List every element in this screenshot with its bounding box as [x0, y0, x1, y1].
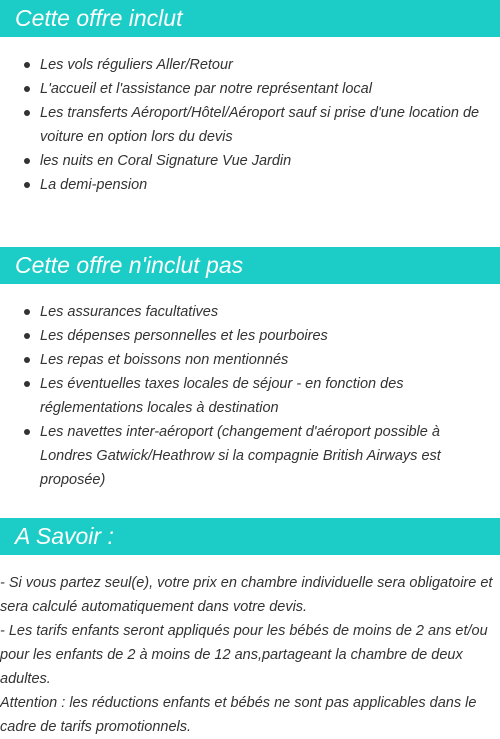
bullet-icon: [24, 110, 30, 116]
list-item: [0, 173, 500, 197]
info-line: Attention : les réductions enfants et bébés ne sont pas applicables dans le cadre de tarifs promotionnels.: [0, 695, 477, 735]
excludes-list: [0, 300, 500, 492]
list-item: [0, 372, 500, 420]
bullet-icon: [24, 429, 30, 435]
list-item-text: Les navettes inter-aéroport (changement d'aéroport possible à Londres Gatwick/Heathrow si la compagnie British Airways est proposée): [40, 424, 441, 488]
list-item-text: Les vols réguliers Aller/Retour: [40, 57, 233, 73]
list-item: [0, 324, 500, 348]
list-item-text: Les assurances facultatives: [40, 304, 219, 320]
list-item: [0, 420, 500, 492]
bullet-icon: [24, 182, 30, 188]
list-item: [0, 300, 500, 324]
info-line: - Si vous partez seul(e), votre prix en chambre individuelle sera obligatoire et sera calculé automatiquement dans votre devis.: [0, 575, 493, 615]
list-item: [0, 77, 500, 101]
list-item-text: Les éventuelles taxes locales de séjour - en fonction des réglementations locales à destination: [40, 376, 404, 416]
bullet-icon: [24, 309, 30, 315]
list-item-text: La demi-pension: [40, 177, 148, 193]
info-text: [0, 571, 500, 739]
list-item: [0, 348, 500, 372]
info-line: - Les tarifs enfants seront appliqués pour les bébés de moins de 2 ans et/ou pour les enfants de 2 à moins de 12 ans,partageant la chambre de deux adultes.: [0, 623, 488, 687]
info-header: [0, 518, 500, 555]
bullet-icon: [24, 158, 30, 164]
list-item-text: L'accueil et l'assistance par notre représentant local: [40, 81, 372, 97]
excludes-header: [0, 247, 500, 284]
excludes-title: Cette offre n'inclut pas: [15, 252, 244, 278]
bullet-icon: [24, 86, 30, 92]
list-item: [0, 101, 500, 149]
bullet-icon: [24, 62, 30, 68]
list-item: [0, 149, 500, 173]
includes-title: Cette offre inclut: [15, 5, 183, 31]
includes-header: [0, 0, 500, 37]
bullet-icon: [24, 381, 30, 387]
list-item-text: Les dépenses personnelles et les pourboires: [40, 328, 328, 344]
includes-list: [0, 53, 500, 197]
bullet-icon: [24, 333, 30, 339]
info-title: A Savoir :: [15, 523, 114, 549]
list-item-text: les nuits en Coral Signature Vue Jardin: [40, 153, 292, 169]
bullet-icon: [24, 357, 30, 363]
list-item: [0, 53, 500, 77]
list-item-text: Les repas et boissons non mentionnés: [40, 352, 289, 368]
list-item-text: Les transferts Aéroport/Hôtel/Aéroport sauf si prise d'une location de voiture en option lors du devis: [40, 105, 480, 145]
